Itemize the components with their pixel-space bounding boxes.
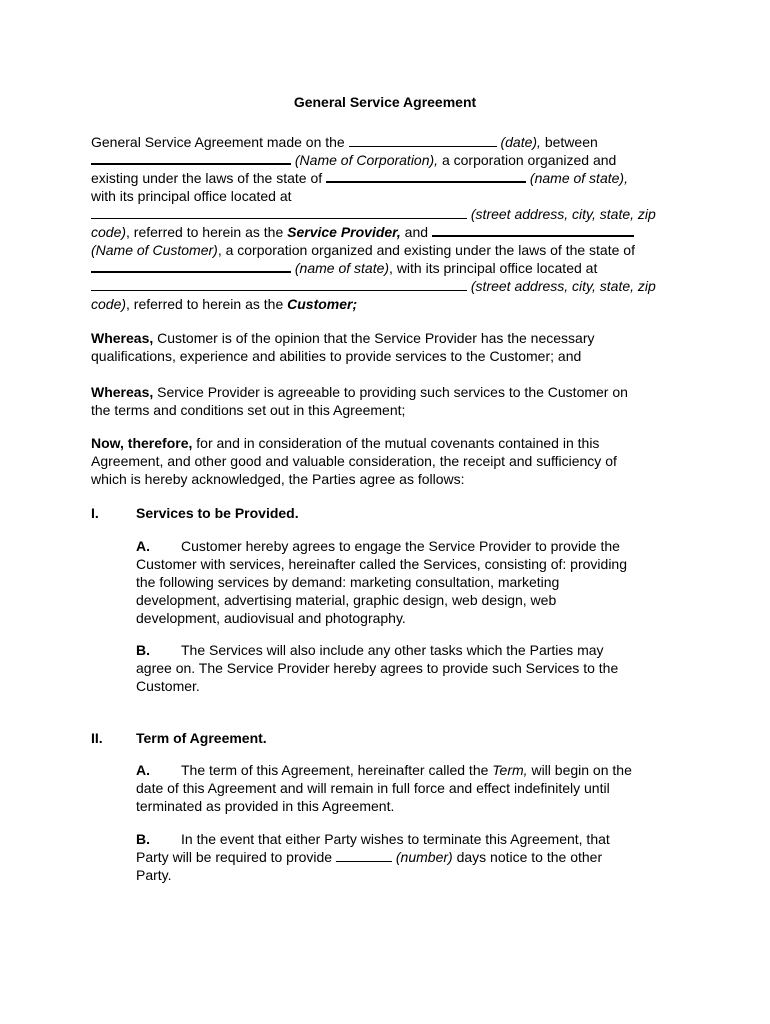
intro-text: existing under the laws of the state of xyxy=(91,170,327,186)
address-hint: (street address, city, state, zip xyxy=(470,278,656,294)
service-provider-term: Service Provider, xyxy=(287,224,401,240)
section-heading-2 xyxy=(91,729,267,747)
paragraph-text: Customer is of the opinion that the Service Provider has the necessary xyxy=(153,330,595,346)
intro-text: a corporation organized and xyxy=(438,152,617,168)
whereas-paragraph-1 xyxy=(91,329,691,365)
address-hint: code) xyxy=(91,296,127,312)
clause-label: B. xyxy=(136,831,150,847)
state-hint: (name of state), xyxy=(529,170,628,186)
date-blank xyxy=(349,134,497,147)
number-hint: (number) xyxy=(395,849,453,865)
clause-label: A. xyxy=(136,538,150,554)
customer-address-blank xyxy=(91,278,467,291)
corporation-name-hint: (Name of Corporation), xyxy=(294,152,439,168)
paragraph-text: Agreement, and other good and valuable consideration, the receipt and sufficiency of xyxy=(91,453,617,469)
clause-1b xyxy=(136,641,681,695)
whereas-paragraph-2 xyxy=(91,383,691,419)
clause-text: development, advertising material, graphic design, web design, web xyxy=(136,592,557,608)
clause-text: Customer. xyxy=(136,678,200,694)
customer-state-blank xyxy=(91,259,291,273)
clause-text: Customer hereby agrees to engage the Service Provider to provide the xyxy=(181,538,620,554)
state-hint: (name of state) xyxy=(294,260,390,276)
clause-text: terminated as provided in this Agreement. xyxy=(136,798,395,814)
term-word: Term, xyxy=(492,762,528,778)
clause-text: days notice to the other xyxy=(452,849,603,865)
intro-text: , referred to herein as the xyxy=(126,224,288,240)
paragraph-text: qualifications, experience and abilities to provide services to the Customer; and xyxy=(91,348,582,364)
clause-text: The term of this Agreement, hereinafter called the xyxy=(181,762,493,778)
clause-text: will begin on the xyxy=(527,762,632,778)
section-title: Services to be Provided. xyxy=(136,505,299,521)
section-number: II. xyxy=(91,730,103,746)
customer-name-hint: (Name of Customer) xyxy=(91,242,218,258)
intro-text: between xyxy=(540,134,598,150)
intro-text: , a corporation organized and existing under the laws of the state of xyxy=(217,242,635,258)
clause-text: The Services will also include any other tasks which the Parties may xyxy=(181,642,604,658)
clause-text: development, audiovisual and photography. xyxy=(136,610,406,626)
paragraph-text: which is hereby acknowledged, the Parties agree as follows: xyxy=(91,471,465,487)
whereas-label: Whereas, xyxy=(91,384,154,400)
number-blank xyxy=(336,849,392,862)
clause-text: agree on. The Service Provider hereby agrees to provide such Services to the xyxy=(136,660,619,676)
clause-text: In the event that either Party wishes to terminate this Agreement, that xyxy=(181,831,610,847)
intro-text: , with its principal office located at xyxy=(389,260,598,276)
clause-text: Party. xyxy=(136,867,172,883)
clause-text: date of this Agreement and will remain in full force and effect indefinitely until xyxy=(136,780,610,796)
section-title: Term of Agreement. xyxy=(136,730,267,746)
intro-text: General Service Agreement made on the xyxy=(91,134,349,150)
address-hint: (street address, city, state, zip xyxy=(470,206,656,222)
clause-text: Customer with services, hereinafter called the Services, consisting of: providing xyxy=(136,556,627,572)
paragraph-text: Service Provider is agreeable to providing such services to the Customer on xyxy=(153,384,628,400)
whereas-label: Whereas, xyxy=(91,330,154,346)
now-therefore-label: Now, therefore, xyxy=(91,435,193,451)
customer-name-blank xyxy=(432,223,634,237)
clause-label: B. xyxy=(136,642,150,658)
now-therefore-paragraph xyxy=(91,434,691,488)
date-hint: (date), xyxy=(500,134,541,150)
corporation-name-blank xyxy=(91,151,291,165)
intro-paragraph xyxy=(91,133,691,313)
clause-1a xyxy=(136,537,681,627)
intro-text: , referred to herein as the xyxy=(126,296,288,312)
customer-term: Customer; xyxy=(287,296,358,312)
address-blank xyxy=(91,206,467,219)
intro-text: with its principal office located at xyxy=(91,188,292,204)
section-number: I. xyxy=(91,505,99,521)
section-heading-1 xyxy=(91,504,299,522)
address-hint: code) xyxy=(91,224,127,240)
state-blank xyxy=(326,169,526,183)
clause-2a xyxy=(136,761,681,815)
clause-label: A. xyxy=(136,762,150,778)
intro-text: and xyxy=(400,224,432,240)
clause-text: Party will be required to provide xyxy=(136,849,336,865)
clause-2b xyxy=(136,830,681,884)
paragraph-text: for and in consideration of the mutual covenants contained in this xyxy=(192,435,600,451)
document-title: General Service Agreement xyxy=(293,94,477,110)
clause-text: the following services by demand: marketing consultation, marketing xyxy=(136,574,560,590)
paragraph-text: the terms and conditions set out in this Agreement; xyxy=(91,402,406,418)
